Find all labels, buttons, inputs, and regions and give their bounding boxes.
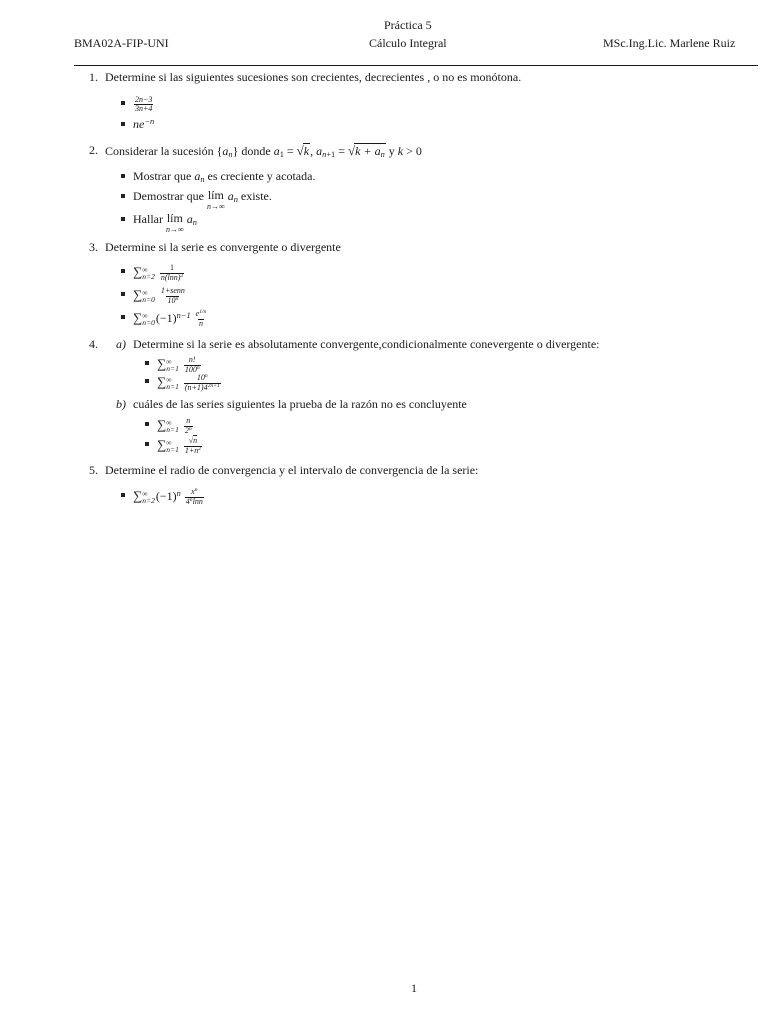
header-right-author: MSc.Ing.Lic. Marlene Ruiz — [603, 36, 736, 50]
page-number: 1 — [411, 981, 417, 995]
bullet — [121, 101, 125, 105]
bullet — [121, 122, 125, 126]
bullet — [121, 217, 125, 221]
fraction: $\frac{10^n}{(n+1)4^{2n+1}}$ — [184, 373, 220, 392]
problem-2-statement: Considerar la sucesión $\{a_n\}$ donde $a_1$ = √ k , $a_{n+1}$ = √ $k + a_n$ y k > 0 — [105, 143, 422, 160]
header-center-title: Práctica 5 — [384, 18, 432, 32]
problem-2-text-start: Considerar la sucesión — [105, 144, 214, 158]
problem-2-item-a-tail: es creciente y acotada. — [207, 169, 316, 183]
problem-4b-label: b) — [116, 397, 126, 411]
fraction: $\frac{\text{1+senn}}{10^n}$ — [160, 286, 185, 305]
problem-1-number: 1. — [89, 70, 98, 84]
fraction: $\frac{√n}{1+n^2}$ — [184, 436, 202, 455]
problem-4a-item-1: ∑ ∞ n=1 $\frac{n!}{100^n}$ — [145, 356, 202, 374]
problem-1-item-a — [121, 96, 154, 114]
problem-3-item-b: ∑ ∞ n=0 $\frac{\text{1+senn}}{10^n}$ — [121, 287, 187, 305]
bullet — [121, 174, 125, 178]
problem-5-number: 5. — [89, 463, 98, 477]
problem-4a-item-2: ∑ ∞ n=1 $\frac{10^n}{(n+1)4^{2n+1}}$ — [145, 374, 222, 392]
bullet — [145, 361, 149, 365]
problem-2-item-a-text: Mostrar que — [133, 169, 192, 183]
fraction: $\frac{n}{2^n}$ — [184, 416, 192, 435]
problem-2-number: 2. — [89, 143, 98, 157]
problem-3-text: Determine si la serie es convergente o divergente — [105, 240, 341, 254]
header-left-course: BMA02A-FIP-UNI — [74, 36, 169, 50]
problem-3-item-a: ∑ ∞ n=2 $\frac{1}{n(\ln n)^2}$ — [121, 264, 185, 282]
problem-2-item-a: Mostrar que $a_n$ es creciente y acotada. — [121, 169, 315, 183]
problem-2-item-c-text: Hallar — [133, 212, 163, 226]
problem-4b-item-2: ∑ ∞ n=1 $\frac{√n}{1+n^2}$ — [145, 437, 203, 455]
fraction: $\frac{2n-3}{3n+4}$ — [135, 95, 153, 114]
bullet — [145, 442, 149, 446]
header-rule — [74, 65, 758, 66]
fraction: $\frac{e^{1/n}}{n}$ — [195, 309, 207, 328]
header-center-subject: Cálculo Integral — [369, 36, 447, 50]
problem-1-text: Determine si las siguientes sucesiones son crecientes, decrecientes , o no es monótona. — [105, 70, 522, 84]
problem-2-text-y: y — [388, 144, 395, 158]
sqrt-k: √ k — [296, 143, 310, 159]
bullet — [121, 292, 125, 296]
limit: lím n→∞ — [206, 188, 225, 211]
sqrt-k-plus-an: √ $k + a_n$ — [348, 143, 385, 160]
problem-4b-text: cuáles de las series siguientes la prueba de la razón no es concluyente — [133, 397, 467, 411]
problem-2-item-c: Hallar lím n→∞ $a_n$ — [121, 212, 197, 234]
problem-4b-item-1: ∑ ∞ n=1 $\frac{n}{2^n}$ — [145, 417, 194, 435]
problem-4a-text: Determine si la serie es absolutamente convergente,condicionalmente conevergente o divergente: — [133, 337, 600, 351]
problem-2-text-donde: donde — [241, 144, 271, 158]
bullet — [121, 493, 125, 497]
problem-3-number: 3. — [89, 240, 98, 254]
problem-2-item-b: Demostrar que lím n→∞ $a_n$ existe. — [121, 189, 272, 211]
problem-1-item-b: $ne^{-n}$ — [121, 117, 154, 131]
bullet — [145, 379, 149, 383]
bullet — [121, 269, 125, 273]
problem-5-text: Determine el radio de convergencia y el intervalo de convergencia de la serie: — [105, 463, 479, 477]
problem-3-item-c: ∑ ∞ n=0 $(-1)^{n-1}$ $\frac{e^{1/n}}{n}$ — [121, 310, 208, 328]
problem-2-item-b-tail: existe. — [240, 189, 272, 203]
bullet — [145, 422, 149, 426]
fraction: $\frac{x^n}{4^n\ln n}$ — [185, 487, 203, 506]
bullet — [121, 194, 125, 198]
problem-2-item-b-text: Demostrar que — [133, 189, 204, 203]
problem-5-item-1: ∑ ∞ n=2 $(-1)^n$ $\frac{x^n}{4^n\ln n}$ — [121, 488, 205, 506]
limit: lím n→∞ — [165, 211, 184, 234]
bullet — [121, 315, 125, 319]
fraction: $\frac{n!}{100^n}$ — [184, 355, 200, 374]
fraction: $\frac{1}{n(\ln n)^2}$ — [160, 263, 184, 282]
problem-4-number: 4. — [89, 337, 98, 351]
problem-4a-label: a) — [116, 337, 126, 351]
